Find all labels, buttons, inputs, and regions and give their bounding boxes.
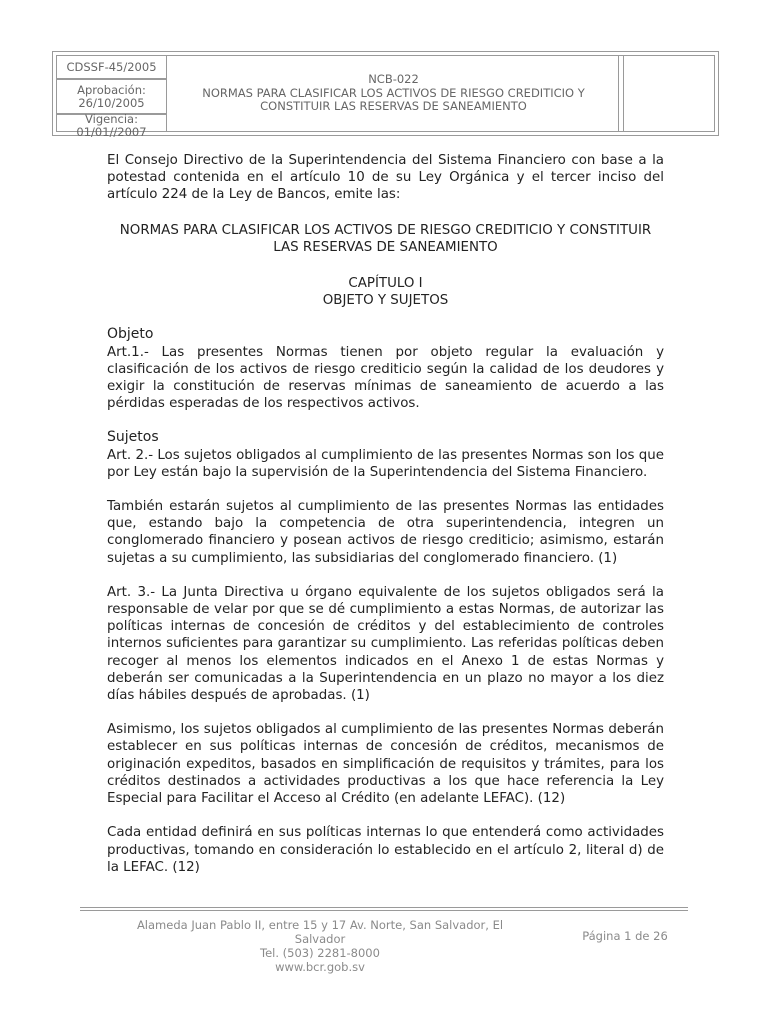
document-body	[107, 152, 664, 876]
chapter-title: OBJETO Y SUJETOS	[322, 293, 449, 309]
article-3-label: Art. 3.-	[107, 584, 156, 600]
article-3-text: La Junta Directiva u órgano equivalente de los sujetos obligados será la responsable de velar por que se dé cumplimiento a estas Normas, de autorizar las políticas internas de concesión de créditos y del establecimiento de controles internos suficientes para garantizar su cumplimiento. Las referidas políticas deben recoger al menos los elementos indicados en el Anexo 1 de estas Normas y deberán ser comunicadas a la Superintendencia en un plazo no mayor a los diez días hábiles después de aprobadas. (1)	[107, 584, 664, 704]
page-number: Página 1 de 26	[582, 929, 668, 943]
footer-divider	[80, 910, 688, 911]
chapter-heading	[107, 275, 664, 309]
article-1-label: Art.1.-	[107, 344, 149, 360]
footer-divider	[80, 907, 688, 908]
doc-code: CDSSF-45/2005	[57, 56, 166, 79]
approval-date: 26/10/2005	[78, 96, 145, 110]
footer-website: www.bcr.gob.sv	[275, 960, 365, 974]
header-logo-cell	[618, 56, 624, 131]
article-2-paragraph-2: También estarán sujetos al cumplimiento de las presentes Normas las entidades que, estando bajo la competencia de otra superintendencia, integren un conglomerado financiero y posean activos de riesgo crediticio; asimismo, estarán sujetas a su cumplimiento, las subsidiarias del conglomerado financiero. (1)	[107, 499, 664, 566]
article-2-text: Los sujetos obligados al cumplimiento de las presentes Normas son los que por Ley están bajo la supervisión de la Superintendencia del Sistema Financiero.	[107, 447, 664, 480]
chapter-number: CAPÍTULO I	[348, 276, 423, 292]
article-1	[107, 344, 664, 413]
footer-address-line1: Alameda Juan Pablo II, entre 15 y 17 Av. Norte, San Salvador, El Salvador	[136, 918, 504, 946]
article-2	[107, 447, 664, 481]
footer-phone: Tel. (503) 2281-8000	[260, 946, 380, 960]
norm-title-line2: CONSTITUIR LAS RESERVAS DE SANEAMIENTO	[260, 99, 527, 114]
header-inner-frame	[56, 55, 715, 139]
header-meta-column	[57, 56, 167, 139]
document-title-line2: LAS RESERVAS DE SANEAMIENTO	[273, 239, 498, 255]
article-2-label: Art. 2.-	[107, 447, 154, 463]
approval-cell	[57, 81, 166, 114]
section-heading-objeto: Objeto	[107, 326, 154, 343]
approval-label: Aprobación:	[77, 83, 146, 97]
article-3	[107, 584, 664, 704]
document-header	[52, 51, 719, 139]
footer-address	[115, 918, 525, 974]
article-3-paragraph-2: Asimismo, los sujetos obligados al cumplimiento de las presentes Normas deberán establecer en sus políticas internas de concesión de créditos, mecanismos de originación expeditos, basados en simplificación de requisitos y trámites, para los créditos destinados a actividades productivas a los que hace referencia la Ley Especial para Facilitar el Acceso al Crédito (en adelante LEFAC). (12)	[107, 722, 664, 807]
document-title-line1: NORMAS PARA CLASIFICAR LOS ACTIVOS DE RIESGO CREDITICIO Y CONSTITUIR	[119, 222, 652, 238]
document-title	[107, 222, 664, 256]
validity-date: Vigencia: 01/01//2007	[76, 111, 147, 139]
header-title-cell	[169, 56, 618, 131]
section-heading-sujetos: Sujetos	[107, 429, 159, 446]
intro-paragraph: El Consejo Directivo de la Superintendencia del Sistema Financiero con base a la potestad contenida en el artículo 10 de su Ley Orgánica y el tercer inciso del artículo 224 de la Ley de Bancos, emite las:	[107, 153, 664, 203]
article-3-paragraph-3: Cada entidad definirá en sus políticas internas lo que entenderá como actividades productivas, tomando en consideración lo establecido en el artículo 2, literal d) de la LEFAC. (12)	[107, 825, 664, 875]
norm-title-line1: NORMAS PARA CLASIFICAR LOS ACTIVOS DE RIESGO CREDITICIO Y	[202, 85, 585, 100]
norm-code: NCB-022	[368, 72, 419, 87]
article-1-text: Las presentes Normas tienen por objeto regular la evaluación y clasificación de los activos de riesgo crediticio según la calidad de los deudores y exigir la constitución de reservas mínimas de saneamiento de acuerdo a las pérdidas esperadas de los respectivos activos.	[107, 344, 664, 412]
